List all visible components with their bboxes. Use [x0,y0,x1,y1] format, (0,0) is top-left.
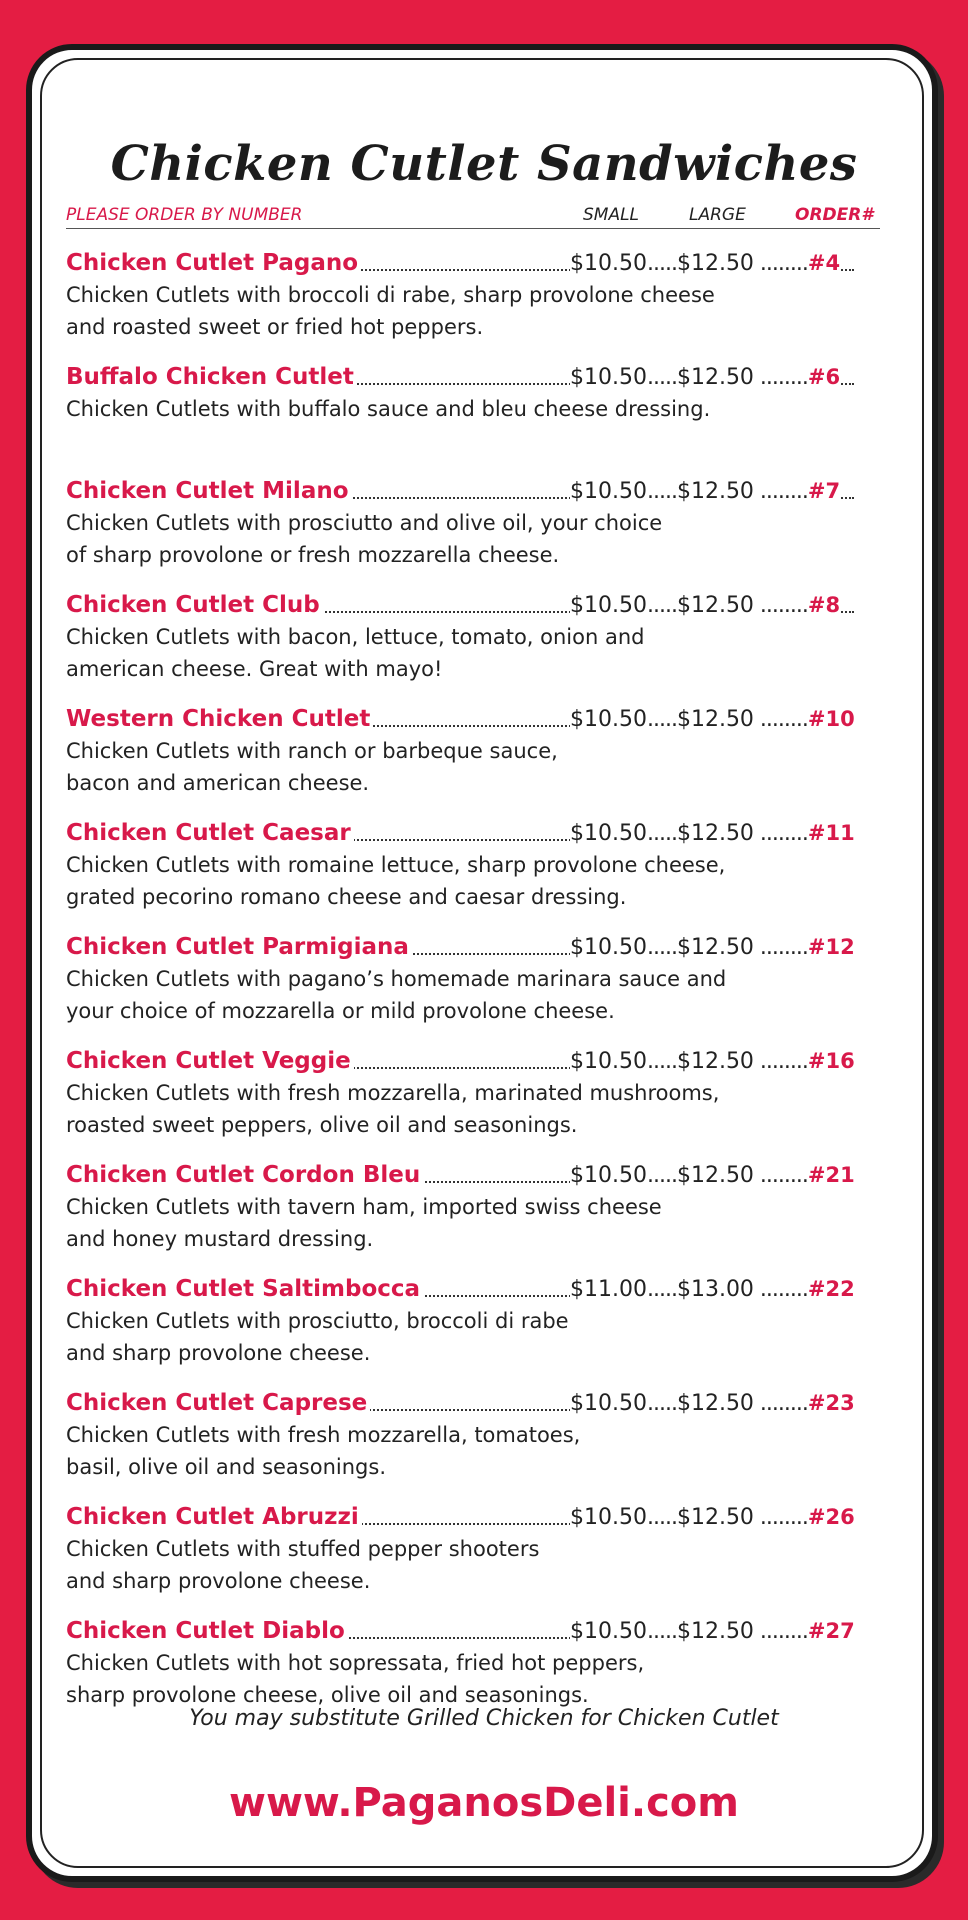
menu-item [66,589,906,703]
dot-separator: ........ [753,1505,808,1530]
menu-item-name: Chicken Cutlet Veggie [66,1048,354,1074]
menu-item-heading [66,589,906,621]
description-line: Chicken Cutlets with tavern ham, imported swiss cheese [66,1195,662,1219]
menu-item-description [66,393,856,425]
order-number: #4 [807,251,841,275]
dot-separator: ........ [753,1619,808,1644]
menu-item [66,1501,906,1615]
menu-item-name: Chicken Cutlet Parmigiana [66,934,412,960]
price-small: $10.50 [570,1163,647,1188]
price-small: $10.50 [570,1505,647,1530]
description-line: Chicken Cutlets with buffalo sauce and bleu cheese dressing. [66,397,711,421]
price-small: $10.50 [570,821,647,846]
header-divider [66,228,880,229]
menu-item-heading [66,703,906,735]
menu-item-heading [66,1273,906,1305]
menu-item-name: Chicken Cutlet Cordon Bleu [66,1162,423,1188]
menu-item [66,1273,906,1387]
menu-item-heading [66,247,906,279]
menu-item-name: Western Chicken Cutlet [66,706,373,732]
order-number: #27 [807,1619,855,1643]
menu-item-prices [570,703,855,736]
page-title: Chicken Cutlet Sandwiches [110,136,858,192]
menu-item-description [66,1305,856,1369]
price-large: $12.50 [676,1505,754,1530]
menu-item-description [66,1419,856,1483]
order-number: #23 [807,1391,855,1415]
description-line: sharp provolone cheese, olive oil and seasonings. [66,1683,589,1707]
description-line: grated pecorino romano cheese and caesar dressing. [66,885,627,909]
price-small: $10.50 [570,593,647,618]
description-line: Chicken Cutlets with stuffed pepper shooters [66,1537,540,1561]
dot-separator: ........ [753,251,808,276]
price-large: $12.50 [676,1049,754,1074]
menu-item-description [66,279,856,343]
substitution-note: You may substitute Grilled Chicken for Chicken Cutlet [189,1706,779,1731]
dot-separator: ..... [646,1619,677,1644]
menu-item-description [66,1647,856,1711]
menu-item-prices [570,247,840,280]
menu-item-description [66,1533,856,1597]
menu-item-description [66,1191,856,1255]
menu-item [66,361,906,475]
menu-item-prices [570,589,840,622]
menu-item-description [66,1077,856,1141]
menu-item-prices [570,1159,855,1192]
description-line: Chicken Cutlets with bacon, lettuce, tomato, onion and [66,625,645,649]
dot-separator: ........ [753,593,808,618]
column-header-order: ORDER# [795,205,874,225]
description-line: bacon and american cheese. [66,771,370,795]
dot-separator: ........ [753,707,808,732]
dot-separator: ..... [646,1505,677,1530]
dot-separator: ........ [753,365,808,390]
dot-separator: ..... [646,251,677,276]
description-line: and roasted sweet or fried hot peppers. [66,315,484,339]
menu-item-name: Buffalo Chicken Cutlet [66,364,357,390]
menu-item-prices [570,475,840,508]
price-small: $10.50 [570,1049,647,1074]
menu-item-description [66,507,856,571]
order-number: #21 [807,1163,855,1187]
price-small: $10.50 [570,1391,647,1416]
price-large: $12.50 [676,251,754,276]
dot-separator: ..... [646,1163,677,1188]
menu-item-description [66,621,856,685]
menu-item-prices [570,931,855,964]
dot-separator: ..... [646,821,677,846]
menu-item-prices [570,1387,855,1420]
dot-separator: ........ [753,1163,808,1188]
description-line: Chicken Cutlets with prosciutto, broccoli di rabe [66,1309,569,1333]
dot-separator: ..... [646,1277,677,1302]
description-line: of sharp provolone or fresh mozzarella cheese. [66,543,560,567]
menu-item-heading [66,931,906,963]
description-line: Chicken Cutlets with ranch or barbeque sauce, [66,739,558,763]
menu-item [66,1387,906,1501]
price-small: $10.50 [570,365,647,390]
menu-item-name: Chicken Cutlet Club [66,592,323,618]
menu-item-heading [66,1387,906,1419]
menu-item [66,931,906,1045]
menu-item-prices [570,1615,855,1648]
menu-item-description [66,735,856,799]
order-number: #12 [807,935,855,959]
menu-item-name: Chicken Cutlet Caesar [66,820,354,846]
dot-separator: ........ [753,1049,808,1074]
menu-item-name: Chicken Cutlet Diablo [66,1618,348,1644]
menu-item [66,247,906,361]
description-line: Chicken Cutlets with romaine lettuce, sharp provolone cheese, [66,853,726,877]
dot-separator: ........ [753,1391,808,1416]
menu-item [66,475,906,589]
description-line: and sharp provolone cheese. [66,1341,371,1365]
price-large: $12.50 [676,821,754,846]
menu-item-name: Chicken Cutlet Saltimbocca [66,1276,423,1302]
column-header-large: LARGE [689,205,746,225]
price-large: $12.50 [676,365,754,390]
order-number: #8 [807,593,841,617]
dot-separator: ........ [753,821,808,846]
menu-item-heading [66,1501,906,1533]
price-large: $12.50 [676,1163,754,1188]
dot-separator: ........ [753,1277,808,1302]
description-line: roasted sweet peppers, olive oil and seasonings. [66,1113,578,1137]
price-large: $13.00 [676,1277,754,1302]
website-link[interactable]: www.PaganosDeli.com [229,1780,739,1826]
dot-separator: ..... [646,1391,677,1416]
order-number: #16 [807,1049,855,1073]
menu-item-name: Chicken Cutlet Milano [66,478,352,504]
menu-item-name: Chicken Cutlet Abruzzi [66,1504,362,1530]
order-number: #26 [807,1505,855,1529]
order-number: #11 [807,821,855,845]
description-line: Chicken Cutlets with fresh mozzarella, marinated mushrooms, [66,1081,720,1105]
price-large: $12.50 [676,1391,754,1416]
price-small: $10.50 [570,707,647,732]
price-large: $12.50 [676,1619,754,1644]
order-number: #10 [807,707,855,731]
menu-item-prices [570,1273,855,1306]
description-line: Chicken Cutlets with pagano’s homemade marinara sauce and [66,967,727,991]
price-small: $10.50 [570,935,647,960]
dot-separator: ..... [646,593,677,618]
description-line: your choice of mozzarella or mild provolone cheese. [66,999,615,1023]
order-number: #22 [807,1277,855,1301]
menu-item-prices [570,1045,855,1078]
price-small: $10.50 [570,1619,647,1644]
price-large: $12.50 [676,593,754,618]
order-number: #6 [807,365,841,389]
price-large: $12.50 [676,935,754,960]
description-line: Chicken Cutlets with fresh mozzarella, tomatoes, [66,1423,581,1447]
menu-item-name: Chicken Cutlet Pagano [66,250,361,276]
price-small: $11.00 [570,1277,647,1302]
menu-item-heading [66,1615,906,1647]
order-instruction: PLEASE ORDER BY NUMBER [66,205,303,225]
menu-item [66,1159,906,1273]
menu-item [66,817,906,931]
menu-item-heading [66,1159,906,1191]
menu-item-prices [570,361,840,394]
dot-separator: ........ [753,935,808,960]
price-small: $10.50 [570,251,647,276]
menu-item-list [66,247,906,1729]
menu-item-heading [66,475,906,507]
menu-item-prices [570,817,855,850]
description-line: and sharp provolone cheese. [66,1569,371,1593]
menu-item-heading [66,1045,906,1077]
dot-separator: ..... [646,935,677,960]
dot-separator: ..... [646,365,677,390]
dot-separator: ........ [753,479,808,504]
menu-item-description [66,849,856,913]
description-line: Chicken Cutlets with hot sopressata, fried hot peppers, [66,1651,645,1675]
menu-item-prices [570,1501,855,1534]
description-line: and honey mustard dressing. [66,1227,374,1251]
column-header-small: SMALL [583,205,640,225]
menu-item-description [66,963,856,1027]
menu-item [66,1045,906,1159]
description-line: american cheese. Great with mayo! [66,657,443,681]
price-large: $12.50 [676,479,754,504]
description-line: Chicken Cutlets with prosciutto and olive oil, your choice [66,511,663,535]
menu-item-heading [66,361,906,393]
description-line: basil, olive oil and seasonings. [66,1455,386,1479]
menu-item-name: Chicken Cutlet Caprese [66,1390,370,1416]
dot-separator: ..... [646,1049,677,1074]
menu-item [66,703,906,817]
price-large: $12.50 [676,707,754,732]
description-line: Chicken Cutlets with broccoli di rabe, sharp provolone cheese [66,283,715,307]
order-number: #7 [807,479,841,503]
dot-separator: ..... [646,479,677,504]
dot-separator: ..... [646,707,677,732]
price-small: $10.50 [570,479,647,504]
menu-item-heading [66,817,906,849]
